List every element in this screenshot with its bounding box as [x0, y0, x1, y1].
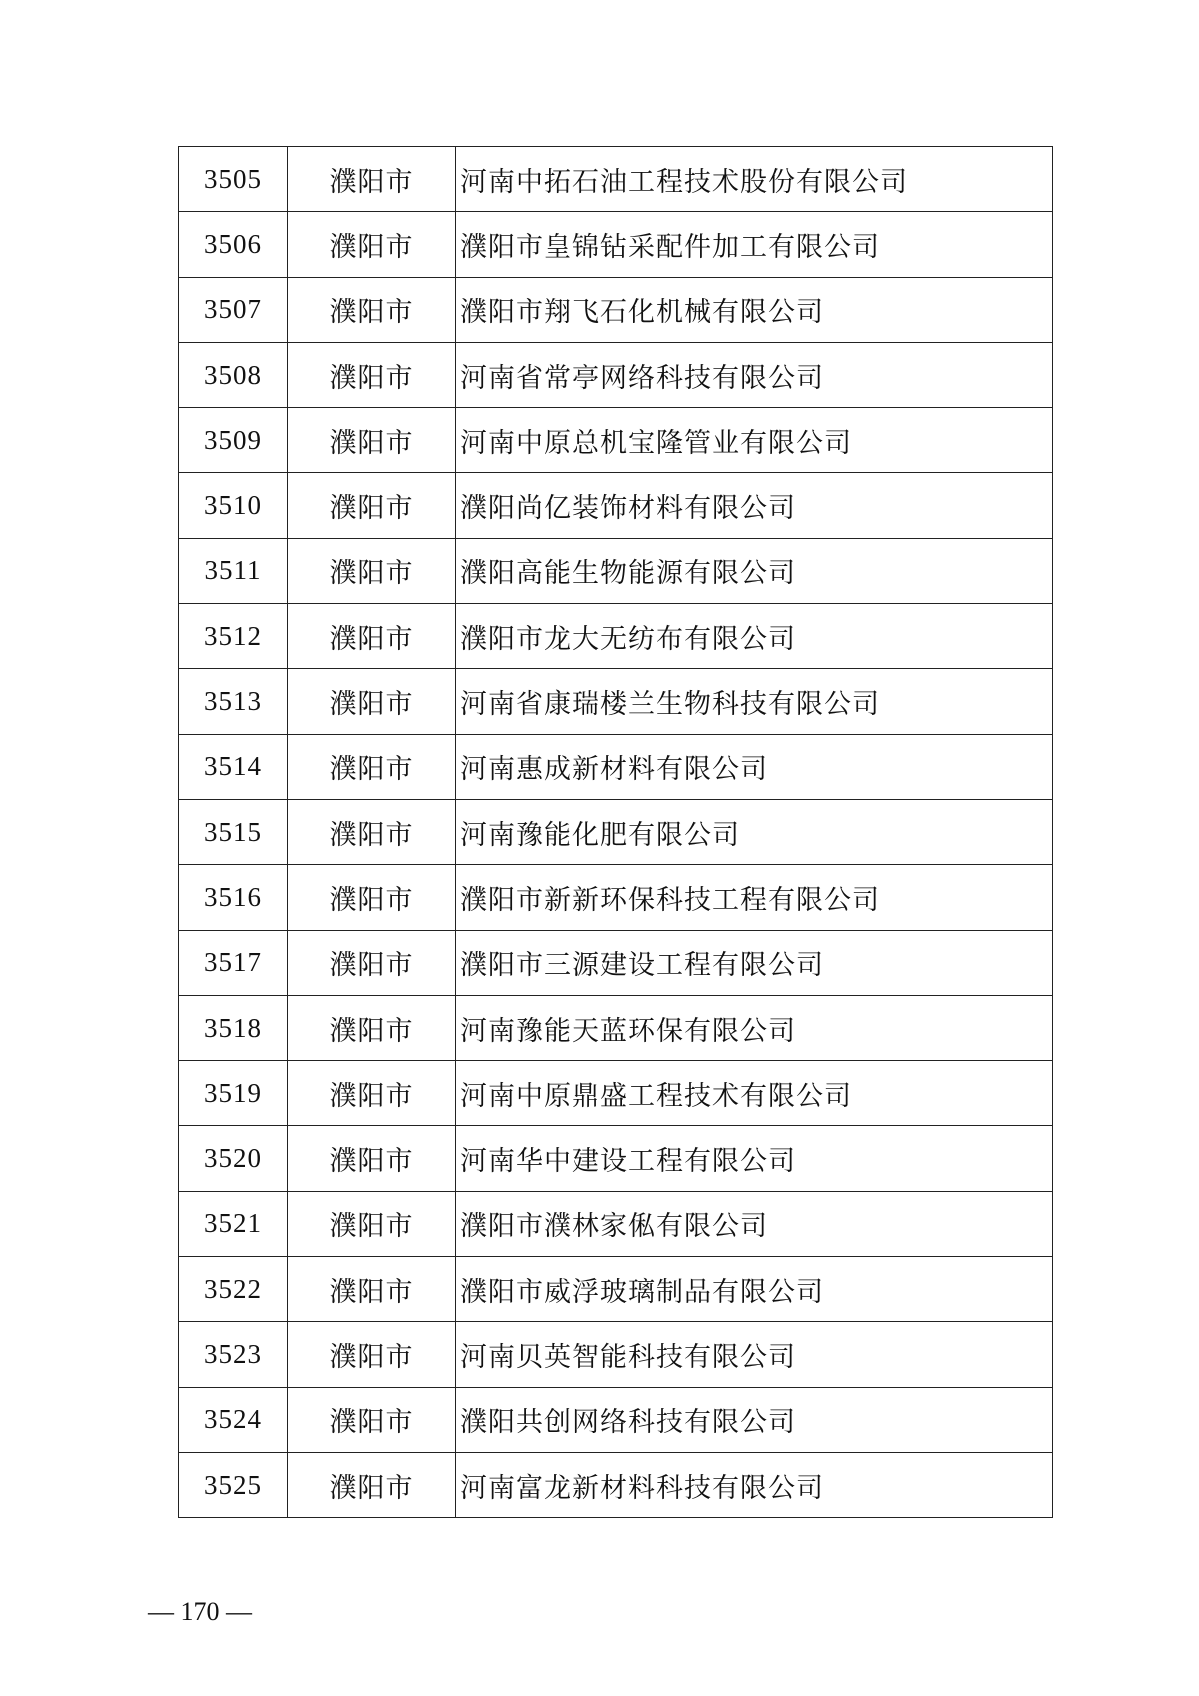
- table-row: [179, 865, 1053, 930]
- company-name-cell: 河南华中建设工程有限公司: [456, 1126, 1053, 1191]
- row-number-cell: 3514: [179, 734, 288, 799]
- company-name-cell: 濮阳共创网络科技有限公司: [456, 1387, 1053, 1452]
- row-number-cell: 3505: [179, 147, 288, 212]
- city-cell: 濮阳市: [288, 473, 456, 538]
- company-name-cell: 濮阳高能生物能源有限公司: [456, 538, 1053, 603]
- company-name-cell: 河南省康瑞楼兰生物科技有限公司: [456, 669, 1053, 734]
- table-row: [179, 604, 1053, 669]
- company-name-cell: 濮阳市龙大无纺布有限公司: [456, 604, 1053, 669]
- row-number-cell: 3525: [179, 1452, 288, 1517]
- table-row: [179, 1126, 1053, 1191]
- row-number-cell: 3515: [179, 799, 288, 864]
- city-cell: 濮阳市: [288, 212, 456, 277]
- company-name-cell: 河南豫能化肥有限公司: [456, 799, 1053, 864]
- row-number-cell: 3510: [179, 473, 288, 538]
- table-row: [179, 212, 1053, 277]
- city-cell: 濮阳市: [288, 147, 456, 212]
- table-row: [179, 1257, 1053, 1322]
- city-cell: 濮阳市: [288, 604, 456, 669]
- company-table: [178, 146, 1053, 1518]
- row-number-cell: 3516: [179, 865, 288, 930]
- city-cell: 濮阳市: [288, 538, 456, 603]
- table-row: [179, 734, 1053, 799]
- row-number-cell: 3522: [179, 1257, 288, 1322]
- city-cell: 濮阳市: [288, 734, 456, 799]
- company-name-cell: 河南富龙新材料科技有限公司: [456, 1452, 1053, 1517]
- table-row: [179, 277, 1053, 342]
- row-number-cell: 3518: [179, 995, 288, 1060]
- company-name-cell: 河南中拓石油工程技术股份有限公司: [456, 147, 1053, 212]
- city-cell: 濮阳市: [288, 342, 456, 407]
- city-cell: 濮阳市: [288, 1452, 456, 1517]
- city-cell: 濮阳市: [288, 408, 456, 473]
- row-number-cell: 3521: [179, 1191, 288, 1256]
- company-name-cell: 濮阳市三源建设工程有限公司: [456, 930, 1053, 995]
- city-cell: 濮阳市: [288, 865, 456, 930]
- table-row: [179, 147, 1053, 212]
- company-name-cell: 濮阳市威浮玻璃制品有限公司: [456, 1257, 1053, 1322]
- row-number-cell: 3512: [179, 604, 288, 669]
- city-cell: 濮阳市: [288, 799, 456, 864]
- row-number-cell: 3509: [179, 408, 288, 473]
- row-number-cell: 3520: [179, 1126, 288, 1191]
- table-row: [179, 1191, 1053, 1256]
- row-number-cell: 3524: [179, 1387, 288, 1452]
- row-number-cell: 3523: [179, 1322, 288, 1387]
- table-row: [179, 1322, 1053, 1387]
- company-name-cell: 河南中原总机宝隆管业有限公司: [456, 408, 1053, 473]
- city-cell: 濮阳市: [288, 669, 456, 734]
- table-row: [179, 1452, 1053, 1517]
- table-row: [179, 1061, 1053, 1126]
- page-number: — 170 —: [148, 1597, 252, 1626]
- row-number-cell: 3506: [179, 212, 288, 277]
- table-row: [179, 538, 1053, 603]
- company-name-cell: 河南中原鼎盛工程技术有限公司: [456, 1061, 1053, 1126]
- company-name-cell: 濮阳市新新环保科技工程有限公司: [456, 865, 1053, 930]
- table-row: [179, 995, 1053, 1060]
- company-list-sheet: [178, 146, 1052, 1518]
- row-number-cell: 3513: [179, 669, 288, 734]
- city-cell: 濮阳市: [288, 1191, 456, 1256]
- table-row: [179, 473, 1053, 538]
- table-row: [179, 342, 1053, 407]
- company-name-cell: 河南豫能天蓝环保有限公司: [456, 995, 1053, 1060]
- company-name-cell: 濮阳市翔飞石化机械有限公司: [456, 277, 1053, 342]
- company-name-cell: 濮阳市皇锦钻采配件加工有限公司: [456, 212, 1053, 277]
- table-row: [179, 408, 1053, 473]
- company-name-cell: 河南贝英智能科技有限公司: [456, 1322, 1053, 1387]
- company-name-cell: 河南惠成新材料有限公司: [456, 734, 1053, 799]
- row-number-cell: 3511: [179, 538, 288, 603]
- row-number-cell: 3507: [179, 277, 288, 342]
- company-name-cell: 濮阳尚亿装饰材料有限公司: [456, 473, 1053, 538]
- company-name-cell: 濮阳市濮林家俬有限公司: [456, 1191, 1053, 1256]
- row-number-cell: 3517: [179, 930, 288, 995]
- row-number-cell: 3519: [179, 1061, 288, 1126]
- city-cell: 濮阳市: [288, 277, 456, 342]
- table-row: [179, 669, 1053, 734]
- city-cell: 濮阳市: [288, 930, 456, 995]
- row-number-cell: 3508: [179, 342, 288, 407]
- table-row: [179, 799, 1053, 864]
- city-cell: 濮阳市: [288, 1257, 456, 1322]
- city-cell: 濮阳市: [288, 1387, 456, 1452]
- city-cell: 濮阳市: [288, 1126, 456, 1191]
- table-row: [179, 1387, 1053, 1452]
- table-row: [179, 930, 1053, 995]
- city-cell: 濮阳市: [288, 995, 456, 1060]
- company-table-body: [179, 147, 1053, 1518]
- city-cell: 濮阳市: [288, 1322, 456, 1387]
- company-name-cell: 河南省常亭网络科技有限公司: [456, 342, 1053, 407]
- city-cell: 濮阳市: [288, 1061, 456, 1126]
